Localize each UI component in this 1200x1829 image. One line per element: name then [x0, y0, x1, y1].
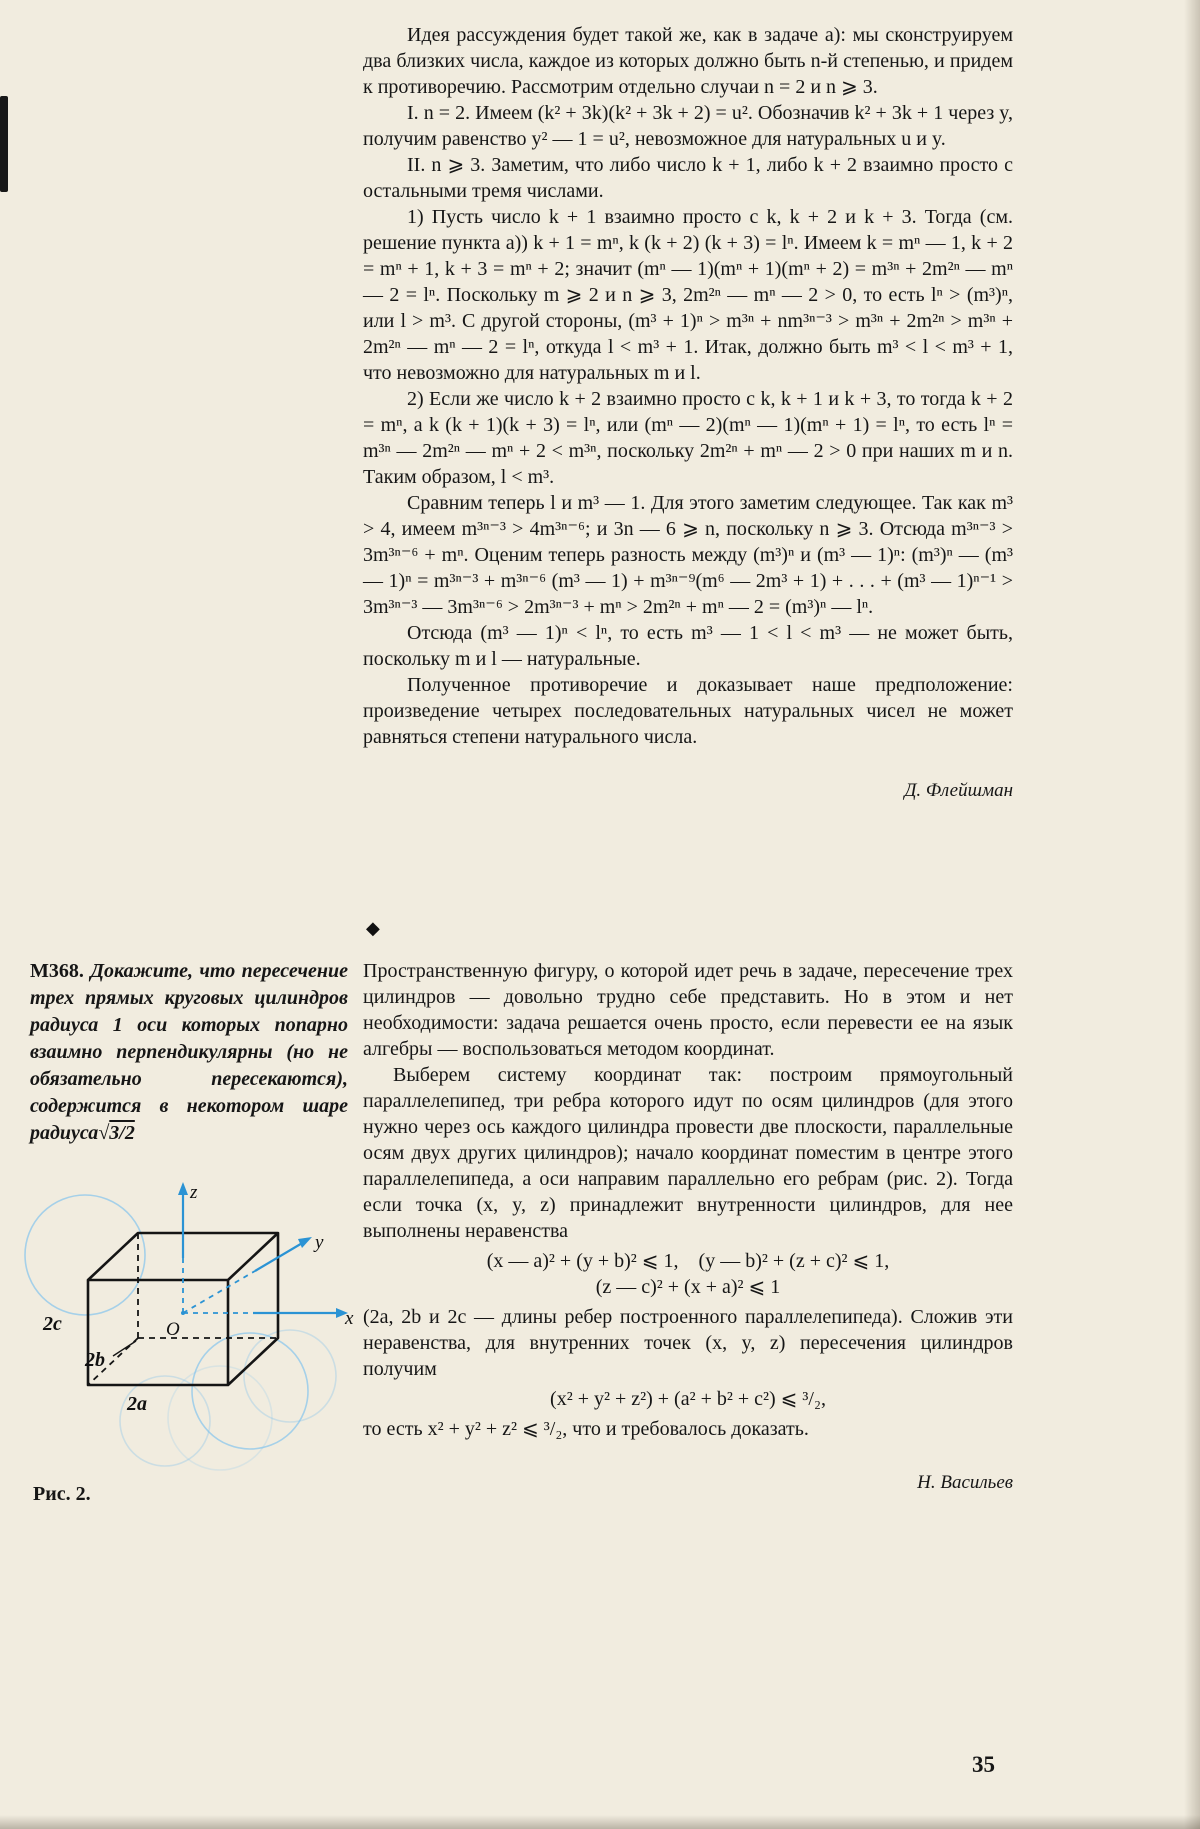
solution-m368	[363, 958, 1013, 1496]
origin-label: O	[166, 1319, 180, 1340]
paragraph: I. n = 2. Имеем (k² + 3k)(k² + 3k + 2) = u². Обозначив k² + 3k + 1 через y, получим равенство y² — 1 = u², невозможное для натуральных u и y.	[363, 102, 1013, 150]
problem-statement	[30, 958, 348, 1147]
paragraph: Пространственную фигуру, о которой идет речь в задаче, пересечение трех цилиндров — довольно трудно себе представить. Но в этом и нет необходимости: задача решается очень просто, если перевести ее на язык алгебры — воспользоваться методом координат.	[363, 960, 1013, 1060]
scan-edge-artifact	[0, 96, 8, 192]
sum-formula: (x² + y² + z²) + (a² + b² + c²) ⩽ ³/₂,	[550, 1388, 826, 1410]
z-axis-arrowhead	[178, 1182, 188, 1195]
z-axis-label: z	[190, 1182, 198, 1203]
scan-bottom-edge-shading	[0, 1815, 1200, 1829]
figure-2	[15, 1178, 360, 1478]
radical-sign: √	[98, 1122, 110, 1144]
edge-2b-label: 2b	[85, 1349, 105, 1371]
cylinder-sketch-circles	[25, 1195, 336, 1470]
scan-right-edge-shading	[1184, 0, 1200, 1829]
paragraph: Сравним теперь l и m³ — 1. Для этого заметим следующее. Так как m³ > 4, имеем m³ⁿ⁻³ > 4m³ⁿ⁻⁶; и 3n — 6 ⩾ n, поскольку n ⩾ 3. Отсюда m³ⁿ⁻³ > 3m³ⁿ⁻⁶ + mⁿ. Оценим теперь разность между (m³)ⁿ и (m³ — 1)ⁿ: (m³)ⁿ — (m³ — 1)ⁿ = m³ⁿ⁻³ + m³ⁿ⁻⁶ (m³ — 1) + m³ⁿ⁻⁹(m⁶ — 2m³ + 1) + . . . + (m³ — 1)ⁿ⁻¹ > 3m³ⁿ⁻³ — 3m³ⁿ⁻⁶ > 2m³ⁿ⁻³ + mⁿ > 2m²ⁿ + mⁿ — 2 = (m³)ⁿ — lⁿ.	[363, 492, 1013, 618]
section-separator-icon: ◆	[366, 918, 380, 938]
author-signature: Д. Флейшман	[904, 780, 1013, 801]
paragraph: 1) Пусть число k + 1 взаимно просто с k, k + 2 и k + 3. Тогда (см. решение пункта а)) k + 1 = mⁿ, k (k + 2) (k + 3) = lⁿ. Имеем k = mⁿ — 1, k + 2 = mⁿ + 1, k + 3 = mⁿ + 2; значит (mⁿ — 1)(mⁿ + 1)(mⁿ + 2) = m³ⁿ + 2m²ⁿ — mⁿ — 2 = lⁿ. Поскольку m ⩾ 2 и n ⩾ 3, 2m²ⁿ — mⁿ — 2 > 0, то есть lⁿ > (m³)ⁿ, или l > m³. С другой стороны, (m³ + 1)ⁿ > m³ⁿ + nm³ⁿ⁻³ > m³ⁿ + 2m²ⁿ > m³ⁿ + 2m²ⁿ — mⁿ — 2 = lⁿ, откуда l < m³ + 1. Итак, должно быть m³ < l < m³ + 1, что невозможно для натуральных m и l.	[363, 206, 1013, 384]
paragraph: то есть x² + y² + z² ⩽ ³/₂, что и требовалось доказать.	[363, 1418, 809, 1440]
edge-2c-label: 2c	[43, 1313, 62, 1335]
problem-text: Докажите, что пересечение трех прямых круговых цилиндров радиуса 1 оси которых попарно взаимно перпендикулярны (но не обязательно пересекаются), содержится в некотором шаре радиуса	[30, 960, 348, 1144]
x-axis-label: x	[345, 1308, 354, 1329]
y-axis-arrowhead	[298, 1237, 312, 1248]
paragraph: Выберем систему координат так: построим прямоугольный параллелепипед, три ребра которого идут по осям цилиндров (для этого нужно через ось каждого цилиндра провести две плоскости, параллельные осям двух других цилиндров); начало координат поместим в центре этого параллелепипеда, а оси направим параллельно его ребрам (рис. 2). Тогда если точка (x, y, z) принадлежит внутренности цилиндров, для нее выполнены неравенства	[363, 1064, 1013, 1242]
page-number: 35	[972, 1752, 995, 1777]
paragraph: Идея рассуждения будет такой же, как в задаче а): мы сконструируем два близких числа, каждое из которых должно быть n-й степенью, и придем к противоречию. Рассмотрим отдельно случаи n = 2 и n ⩾ 3.	[363, 24, 1013, 98]
paragraph: Полученное противоречие и доказывает наше предположение: произведение четырех последовательных натуральных чисел не может равняться степени натурального числа.	[363, 674, 1013, 748]
formula-line: (z — c)² + (x + a)² ⩽ 1	[595, 1276, 781, 1298]
figure-caption: Рис. 2.	[33, 1483, 91, 1505]
inequalities-formula	[363, 1248, 1013, 1300]
author-signature: Н. Васильев	[917, 1472, 1013, 1493]
edge-2a-label: 2a	[127, 1393, 147, 1415]
formula-line: (x — a)² + (y + b)² ⩽ 1, (y — b)² + (z + c)² ⩽ 1,	[486, 1250, 890, 1272]
problem-id: М368.	[30, 960, 84, 982]
problem-m368	[30, 958, 348, 1147]
paragraph: II. n ⩾ 3. Заметим, что либо число k + 1, либо k + 2 взаимно просто с остальными тремя числами.	[363, 154, 1013, 202]
paragraph: (2a, 2b и 2c — длины ребер построенного параллелепипеда). Сложив эти неравенства, для внутренних точек (x, y, z) пересечения цилиндров получим	[363, 1306, 1013, 1380]
label-pointer-line	[113, 1341, 136, 1356]
figure-2-drawing	[15, 1178, 360, 1478]
radicand: 3/2	[109, 1122, 135, 1144]
solution-text-top	[363, 22, 1013, 804]
paragraph: 2) Если же число k + 2 взаимно просто с k, k + 1 и k + 3, то тогда k + 2 = mⁿ, а k (k + 1)(k + 3) = lⁿ, или (mⁿ — 2)(mⁿ — 1)(mⁿ + 1) = lⁿ, то есть lⁿ = m³ⁿ — 2m²ⁿ — mⁿ + 2 < m³ⁿ, поскольку 2m²ⁿ + mⁿ — 2 > 0 при наших m и n. Таким образом, l < m³.	[363, 388, 1013, 488]
y-axis-label: y	[315, 1232, 324, 1253]
paragraph: Отсюда (m³ — 1)ⁿ < lⁿ, то есть m³ — 1 < l < m³ — не может быть, поскольку m и l — натуральные.	[363, 622, 1013, 670]
origin-point	[181, 1311, 185, 1315]
